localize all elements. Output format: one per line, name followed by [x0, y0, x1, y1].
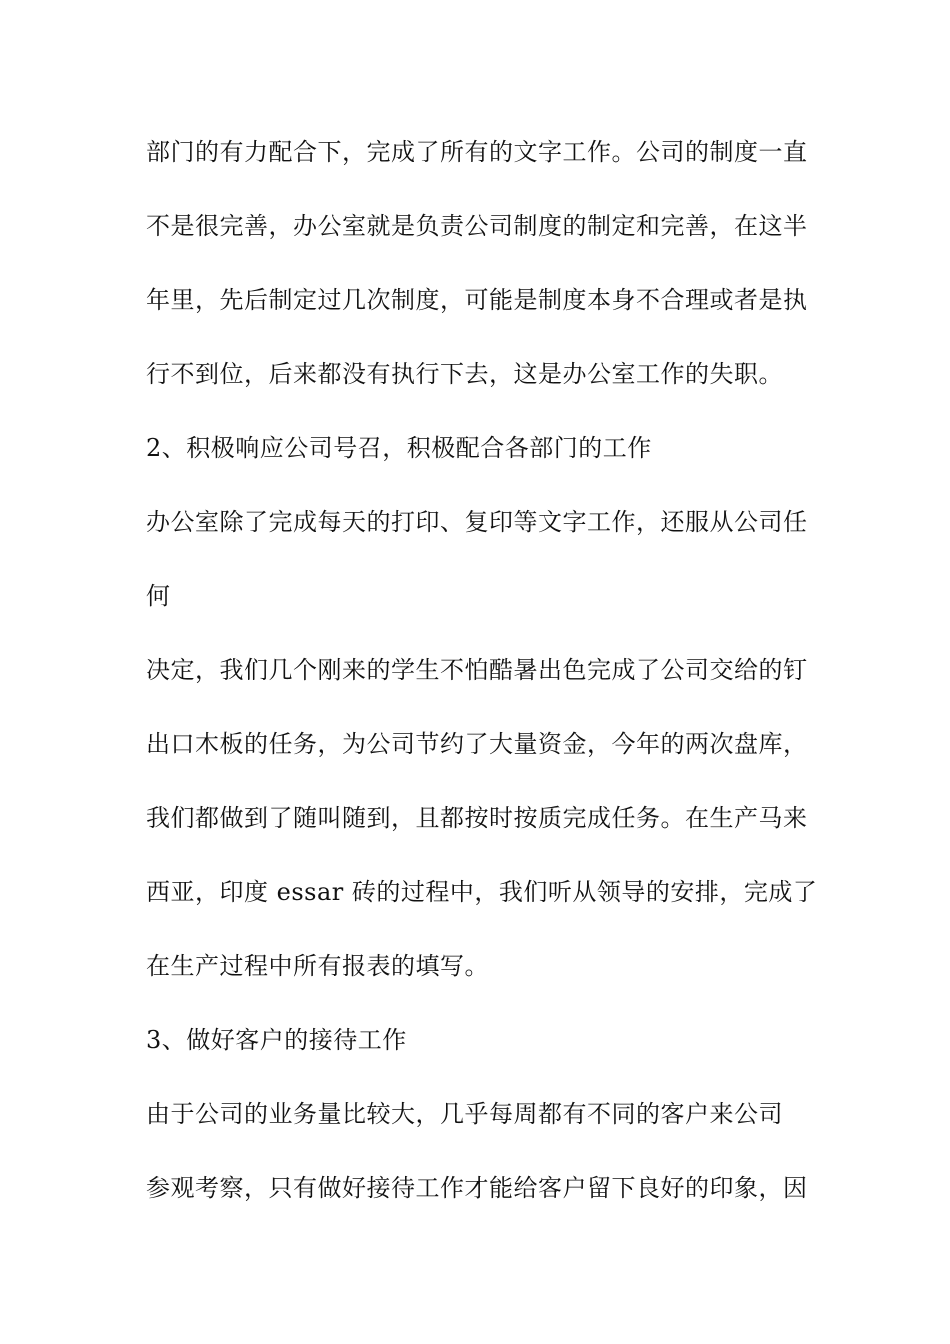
- text-line: 决定，我们几个刚来的学生不怕酷暑出色完成了公司交给的钉: [146, 656, 808, 684]
- section-heading: 3、做好客户的接待工作: [146, 1026, 407, 1054]
- text-line: 办公室除了完成每天的打印、复印等文字工作，还服从公司任: [146, 508, 808, 536]
- text-line: 在生产过程中所有报表的填写。: [146, 952, 489, 980]
- text-line: 西亚，印度 essar 砖的过程中，我们听从领导的安排，完成了: [146, 878, 818, 906]
- section-heading: 2、积极响应公司号召，积极配合各部门的工作: [146, 434, 652, 462]
- text-line: 参观考察，只有做好接待工作才能给客户留下良好的印象，因: [146, 1174, 808, 1202]
- text-line: 行不到位，后来都没有执行下去，这是办公室工作的失职。: [146, 360, 783, 388]
- text-line: 不是很完善，办公室就是负责公司制度的制定和完善，在这半: [146, 212, 808, 240]
- text-line: 何: [146, 582, 171, 610]
- text-line: 由于公司的业务量比较大，几乎每周都有不同的客户来公司: [146, 1100, 783, 1128]
- text-line: 我们都做到了随叫随到，且都按时按质完成任务。在生产马来: [146, 804, 808, 832]
- text-line: 出口木板的任务，为公司节约了大量资金，今年的两次盘库，: [146, 730, 808, 758]
- text-line: 部门的有力配合下，完成了所有的文字工作。公司的制度一直: [146, 138, 808, 166]
- text-line: 年里，先后制定过几次制度，可能是制度本身不合理或者是执: [146, 286, 808, 314]
